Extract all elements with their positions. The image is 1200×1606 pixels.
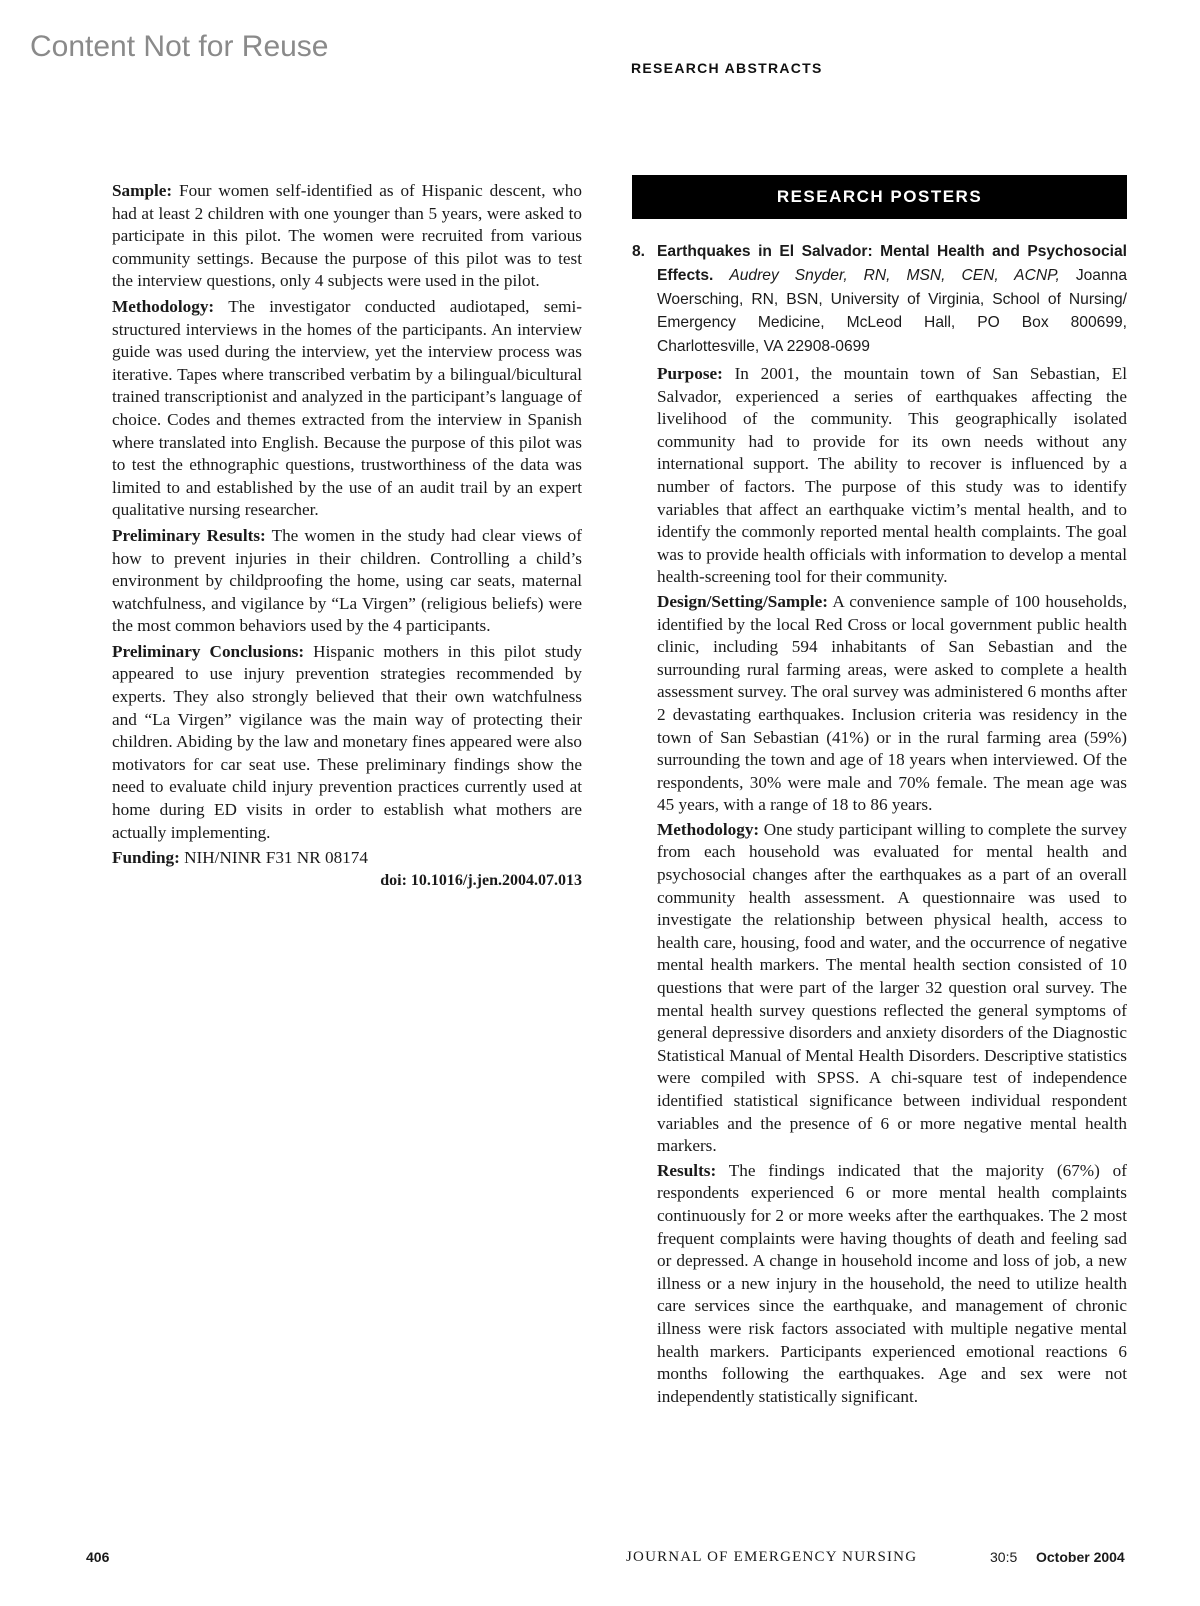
preliminary-results-text: The women in the study had clear views of how to prevent injuries in their children. Controlling a child’s environment by childproofing the home, using car seats, maternal watchfulness, and vigilance by “La Virgen” (religious beliefs) were the most common behaviors used by the 4 participants. — [112, 525, 582, 636]
funding-paragraph — [112, 847, 582, 870]
design-label: Design/Setting/Sample: — [657, 591, 828, 611]
sample-label: Sample: — [112, 181, 173, 200]
page-number: 406 — [86, 1549, 110, 1565]
purpose-text: In 2001, the mountain town of San Sebastian, El Salvador, experienced a series of earthquakes affecting the livelihood of the community. This geographically isolated community had to provide for its own needs without any international support. The ability to recover is influenced by a number of factors. The purpose of this study was to identify variables that affect an earthquake victim’s mental health, and to identify the commonly reported mental health complaints. The goal was to provide health officials with information to develop a mental health-screening tool for their community. — [657, 364, 1127, 587]
results-paragraph — [657, 1160, 1127, 1409]
methodology-paragraph — [112, 296, 582, 522]
journal-name: JOURNAL OF EMERGENCY NURSING — [626, 1549, 918, 1565]
funding-text: NIH/NINR F31 NR 08174 — [179, 848, 368, 868]
purpose-paragraph — [657, 363, 1127, 589]
abstract-authors: Audrey Snyder, RN, MSN, CEN, ACNP, — [729, 266, 1060, 284]
results-label: Results: — [657, 1160, 717, 1180]
abstract-number: 8. — [632, 243, 646, 260]
methodology-text: The investigator conducted audiotaped, semi-structured interviews in the homes of the participants. An interview guide was used during the interview, yet the interview process was iterative. Tapes where transcribed verbatim by a bilingual/bicultural trained transcriptionist and analyzed in the participant’s language of choice. Codes and themes extracted from the interview in Spanish where translated into English. Because the purpose of this pilot was to test the ethnographic questions, trustworthiness of the data was limited to and established by the use of an audit trail by an expert qualitative nursing researcher. — [112, 296, 582, 520]
preliminary-conclusions-paragraph — [112, 641, 582, 844]
funding-label: Funding: — [112, 848, 180, 868]
design-text: A convenience sample of 100 households, identified by the local Red Cross or local government public health clinic, including 594 inhabitants of San Sebastian and the surrounding rural farming areas, were asked to complete a health assessment survey. The oral survey was administered 6 months after 2 devastating earthquakes. Inclusion criteria was residency in the town of San Sebastian (41%) or in the rural farming area (59%) surrounding the town and age of 18 years when interviewed. Of the respondents, 30% were male and 70% female. The mean age was 45 years, with a range of 18 to 86 years. — [657, 591, 1127, 815]
journal-volume: 30:5 — [990, 1549, 1018, 1565]
results-text: The findings indicated that the majority (67%) of respondents experienced 6 or more mental health complaints continuously for 2 or more weeks after the earthquakes. The 2 most frequent complaints were having thoughts of death and feeling sad or depressed. A change in household income and loss of job, a new illness or a new injury in the household, the need to utilize health care services since the earthquake, and management of chronic illness were risk factors associated with multiple negative mental health markers. Participants experienced emotional reactions 6 months following the earthquakes. Age and sex were not independently statistically significant. — [657, 1160, 1127, 1406]
right-column — [657, 363, 1127, 1408]
purpose-label: Purpose: — [657, 364, 723, 383]
abstract-methodology-label: Methodology: — [657, 819, 760, 839]
preliminary-results-paragraph — [112, 525, 582, 638]
preliminary-results-label: Preliminary Results: — [112, 525, 266, 545]
doi-link[interactable]: doi: 10.1016/j.jen.2004.07.013 — [380, 871, 582, 889]
abstract-title: Earthquakes in El Salvador: Mental Health and Psychosocial Effects. — [657, 243, 1127, 284]
abstract-methodology-text: One study participant willing to complete the survey from each household was evaluated for mental health and psychosocial changes after the earthquakes as a part of an overall community health assessment. A questionnaire was used to investigate the relationship between physical health, access to health care, housing, food and water, and the occurrence of negative mental health markers. The mental health section consisted of 10 questions that were part of the larger 32 question oral survey. The mental health survey questions reflected the general symptoms of general depressive disorders and anxiety disorders of the Diagnostic Statistical Manual of Mental Health Disorders. Descriptive statistics were compiled with SPSS. A chi-square test of independence identified statistical significance between individual respondent variables and the presence of 6 or more negative mental health markers. — [657, 819, 1127, 1156]
abstract-affiliation: Joanna Woersching, RN, BSN, University of Virginia, School of Nursing/ Emergency Medicine, McLeod Hall, PO Box 800699, Charlottesville, VA 22908-0699 — [657, 266, 1127, 356]
abstract-heading — [632, 240, 1127, 359]
design-paragraph — [657, 591, 1127, 817]
preliminary-conclusions-label: Preliminary Conclusions: — [112, 641, 305, 661]
issue-date: October 2004 — [1036, 1549, 1125, 1565]
sample-text: Four women self-identified as of Hispanic descent, who had at least 2 children with one younger than 5 years, were asked to participate in this pilot. The women were recruited from various community settings. Because the purpose of this pilot was to test the interview questions, only 4 subjects were used in the pilot. — [112, 181, 582, 291]
abstract-methodology-paragraph — [657, 819, 1127, 1158]
sample-paragraph — [112, 180, 582, 293]
left-column — [112, 180, 582, 892]
section-title-bar: RESEARCH POSTERS — [632, 175, 1127, 219]
preliminary-conclusions-text: Hispanic mothers in this pilot study appeared to use injury prevention strategies recommended by experts. They also strongly believed that their own watchfulness and “La Virgen” vigilance was the main way of protecting their children. Abiding by the law and monetary fines appeared were also motivators for car seat use. These preliminary findings show the need to evaluate child injury prevention practices currently used at home during ED visits in order to establish what mothers are actually implementing. — [112, 641, 582, 842]
methodology-label: Methodology: — [112, 296, 215, 316]
watermark: Content Not for Reuse — [30, 30, 329, 63]
running-head: RESEARCH ABSTRACTS — [631, 60, 823, 76]
abstract-heading-body — [657, 240, 1127, 359]
